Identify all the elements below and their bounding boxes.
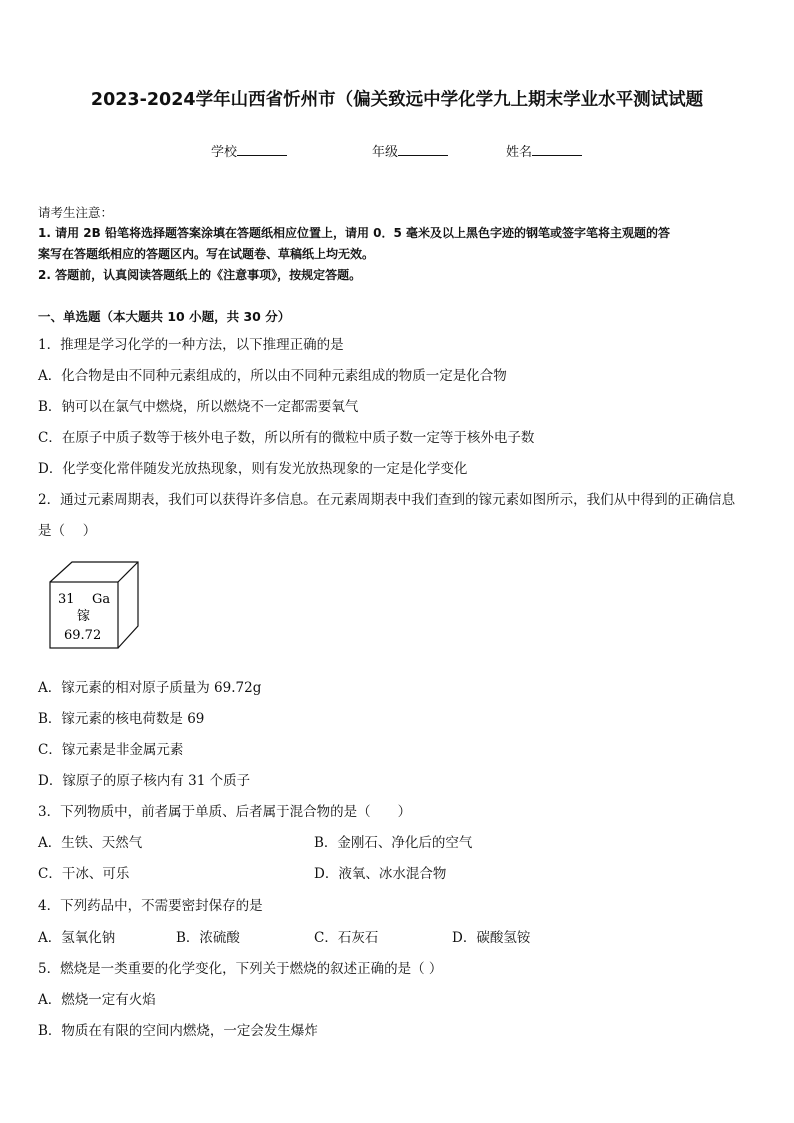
q5-option-b: B．物质在有限的空间内燃烧，一定会发生爆炸 [38,1023,318,1039]
q3-stem: 3．下列物质中，前者属于单质、后者属于混合物的是（ ） [38,804,412,820]
grade-label: 年级 [372,145,399,160]
grade-blank [398,143,448,156]
notice-item-1-line-1: 1. 请用 2B 铅笔将选择题答案涂填在答题纸相应位置上，请用 0．5 毫米及以上黑色字迹的钢笔或签字笔将主观题的答 [38,226,670,240]
q2-option-a: A．镓元素的相对原子质量为 69.72g [38,680,262,696]
q1-option-c: C．在原子中质子数等于核外电子数，所以所有的微粒中质子数一定等于核外电子数 [38,430,535,446]
q2-stem-line-1: 2．通过元素周期表，我们可以获得许多信息。在元素周期表中我们查到的镓元素如图所示，我们从中得到的正确信息 [38,492,736,508]
school-label: 学校 [211,145,238,160]
element-cell-edge [118,562,138,582]
notice-item-1-line-2: 案写在答题纸相应的答题区内。写在试题卷、草稿纸上均无效。 [38,247,375,261]
grade-field [372,141,448,160]
exam-title: 2023-2024学年山西省忻州市（偏关致远中学化学九上期末学业水平测试试题 [90,90,704,110]
q3-option-b: B．金刚石、净化后的空气 [314,835,473,851]
name-blank [532,143,582,156]
q2-option-b: B．镓元素的核电荷数是 69 [38,711,205,727]
q4-option-c: C．石灰石 [314,930,379,946]
q2-option-c: C．镓元素是非金属元素 [38,742,184,758]
q2-option-d: D．镓原子的原子核内有 31 个质子 [38,773,251,789]
name-label: 姓名 [506,145,533,160]
notice-item-2: 2. 答题前，认真阅读答题纸上的《注意事项》，按规定答题。 [38,268,362,282]
element-cell-figure [48,560,140,650]
section-heading: 一、单选题（本大题共 10 小题，共 30 分） [38,309,291,324]
q4-option-b: B．浓硫酸 [176,930,240,946]
name-field [506,141,582,160]
q5-option-a: A．燃烧一定有火焰 [38,992,156,1008]
q1-option-a: A．化合物是由不同种元素组成的，所以由不同种元素组成的物质一定是化合物 [38,368,507,384]
q1-option-d: D．化学变化常伴随发光放热现象，则有发光放热现象的一定是化学变化 [38,461,468,477]
q4-option-a: A．氢氧化钠 [38,930,116,946]
q1-stem: 1．推理是学习化学的一种方法，以下推理正确的是 [38,337,344,353]
q1-option-b: B．钠可以在氯气中燃烧，所以燃烧不一定都需要氧气 [38,399,359,415]
q4-stem: 4．下列药品中，不需要密封保存的是 [38,898,263,914]
school-field [211,141,287,160]
element-symbol: Ga [92,592,111,607]
q3-option-c: C．干冰、可乐 [38,866,130,882]
q3-option-d: D．液氧、冰水混合物 [314,866,447,882]
q5-stem: 5．燃烧是一类重要的化学变化，下列关于燃烧的叙述正确的是（ ） [38,961,443,977]
school-blank [237,143,287,156]
q4-option-d: D．碳酸氢铵 [452,930,531,946]
element-mass: 69.72 [64,628,102,643]
element-name: 镓 [77,609,91,624]
notice-heading: 请考生注意： [38,205,114,220]
q2-stem-line-2: 是（ ） [38,523,97,539]
q3-option-a: A．生铁、天然气 [38,835,143,851]
element-number: 31 [58,592,75,607]
